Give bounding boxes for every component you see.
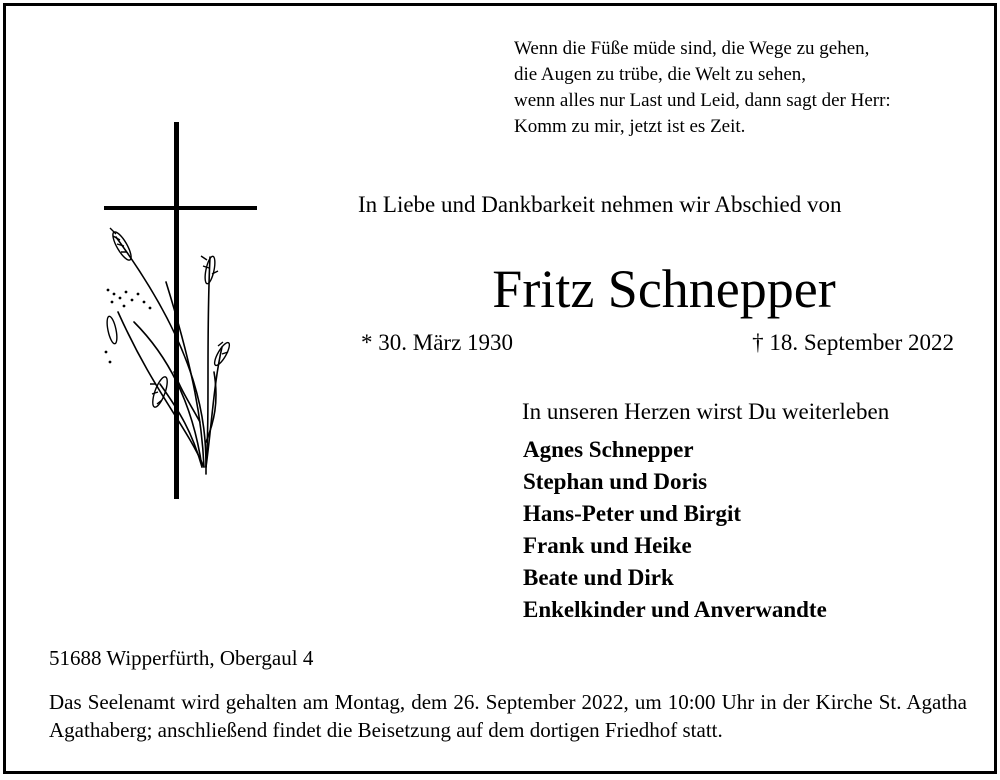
service-info: Das Seelenamt wird gehalten am Montag, dem 26. September 2022, um 10:00 Uhr in der Kirche St. Agatha Agathaberg; anschließend findet die Beisetzung auf dem dortigen Friedhof statt. [49, 690, 967, 742]
family-member: Frank und Heike [523, 533, 692, 558]
cross-with-wheat-icon [94, 122, 264, 502]
poem [514, 36, 984, 140]
memory-line: In unseren Herzen wirst Du weiterleben [522, 399, 890, 424]
family-member: Agnes Schnepper [523, 437, 694, 462]
poem-line: Wenn die Füße müde sind, die Wege zu gehen, [514, 38, 870, 59]
poem-line: die Augen zu trübe, die Welt zu sehen, [514, 64, 807, 85]
address: 51688 Wipperfürth, Obergaul 4 [49, 646, 314, 670]
family-member: Beate und Dirk [523, 565, 674, 590]
intro-text: In Liebe und Dankbarkeit nehmen wir Abschied von [358, 192, 842, 217]
poem-line: wenn alles nur Last und Leid, dann sagt der Herr: [514, 90, 891, 111]
death-date: † 18. September 2022 [752, 330, 954, 355]
birth-date: * 30. März 1930 [361, 330, 514, 355]
deceased-name: Fritz Schnepper [492, 259, 836, 319]
family-member: Enkelkinder und Anverwandte [523, 597, 827, 622]
poem-line: Komm zu mir, jetzt ist es Zeit. [514, 116, 746, 137]
family-list [523, 434, 827, 626]
obituary-notice [3, 3, 997, 774]
family-member: Hans-Peter und Birgit [523, 501, 742, 526]
family-member: Stephan und Doris [523, 469, 708, 494]
